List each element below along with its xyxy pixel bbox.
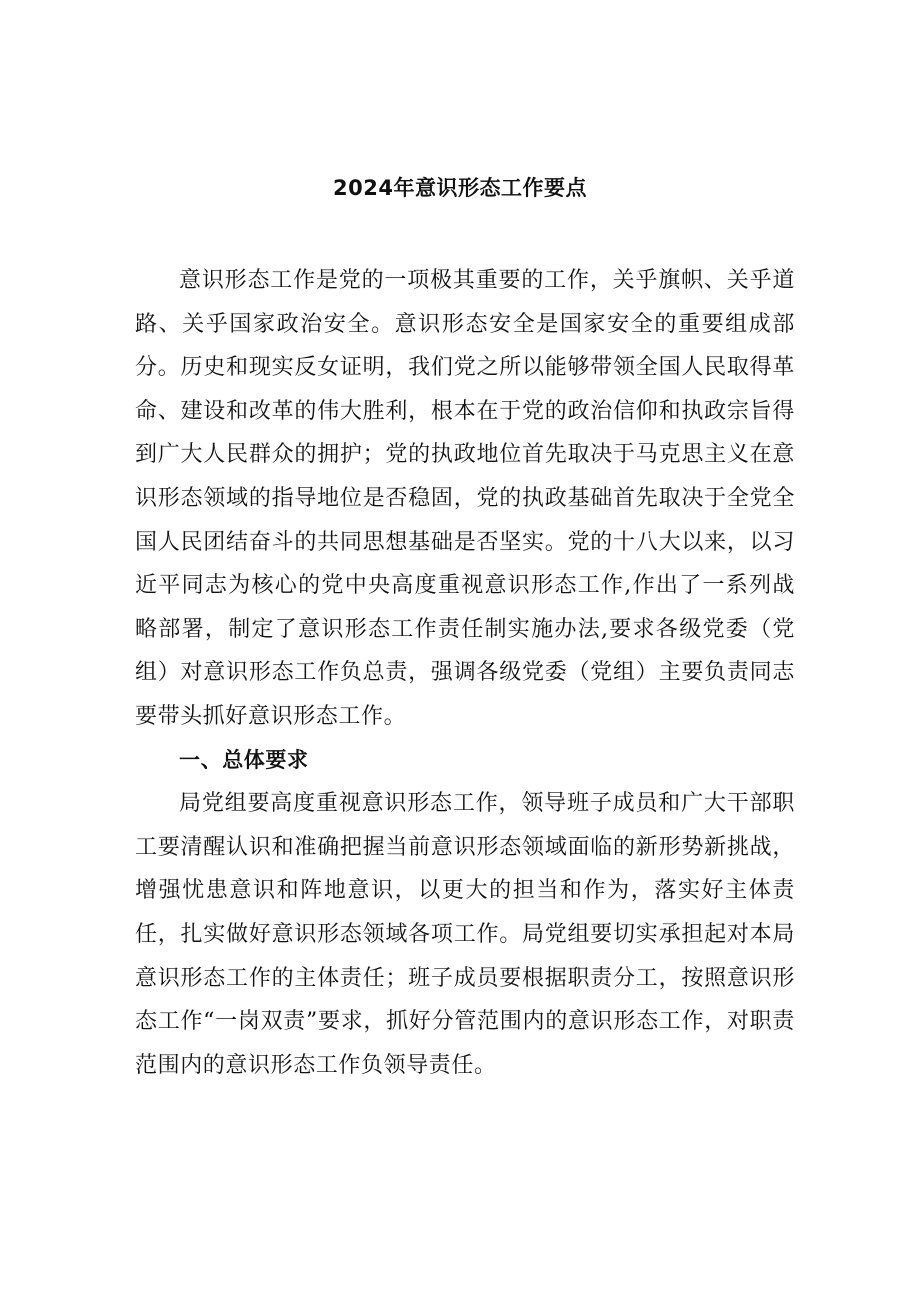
section-paragraph-overall-requirements: 局党组要高度重视意识形态工作，领导班子成员和广大干部职工要清醒认识和准确把握当前意识形态领域面临的新形势新挑战，增强忧患意识和阵地意识，以更大的担当和作为，落实好主体责任，扎实做好意识形态领域各项工作。局党组要切实承担起对本局意识形态工作的主体责任；班子成员要根据职责分工，按照意识形态工作“一岗双责”要求，抓好分管范围内的意识形态工作，对职责范围内的意识形态工作负领导责任。 bbox=[135, 791, 795, 1078]
document-body bbox=[135, 259, 795, 1087]
document-title: 2024年意识形态工作要点 bbox=[333, 176, 587, 200]
intro-paragraph: 意识形态工作是党的一项极其重要的工作，关乎旗帜、关乎道路、关乎国家政治安全。意识形态安全是国家安全的重要组成部分。历史和现实反女证明，我们党之所以能够带领全国人民取得革命、建设和改革的伟大胜利，根本在于党的政治信仰和执政宗旨得到广大人民群众的拥护；党的执政地位首先取决于马克思主义在意识形态领域的指导地位是否稳固，党的执政基础首先取决于全党全国人民团结奋斗的共同思想基础是否坚实。党的十八大以来，以习近平同志为核心的党中央高度重视意识形态工作,作出了一系列战略部署，制定了意识形态工作责任制实施办法,要求各级党委（党组）对意识形态工作负总责，强调各级党委（党组）主要负责同志要带头抓好意识形态工作。 bbox=[135, 268, 795, 729]
section-heading-overall-requirements: 一、总体要求 bbox=[179, 747, 309, 772]
